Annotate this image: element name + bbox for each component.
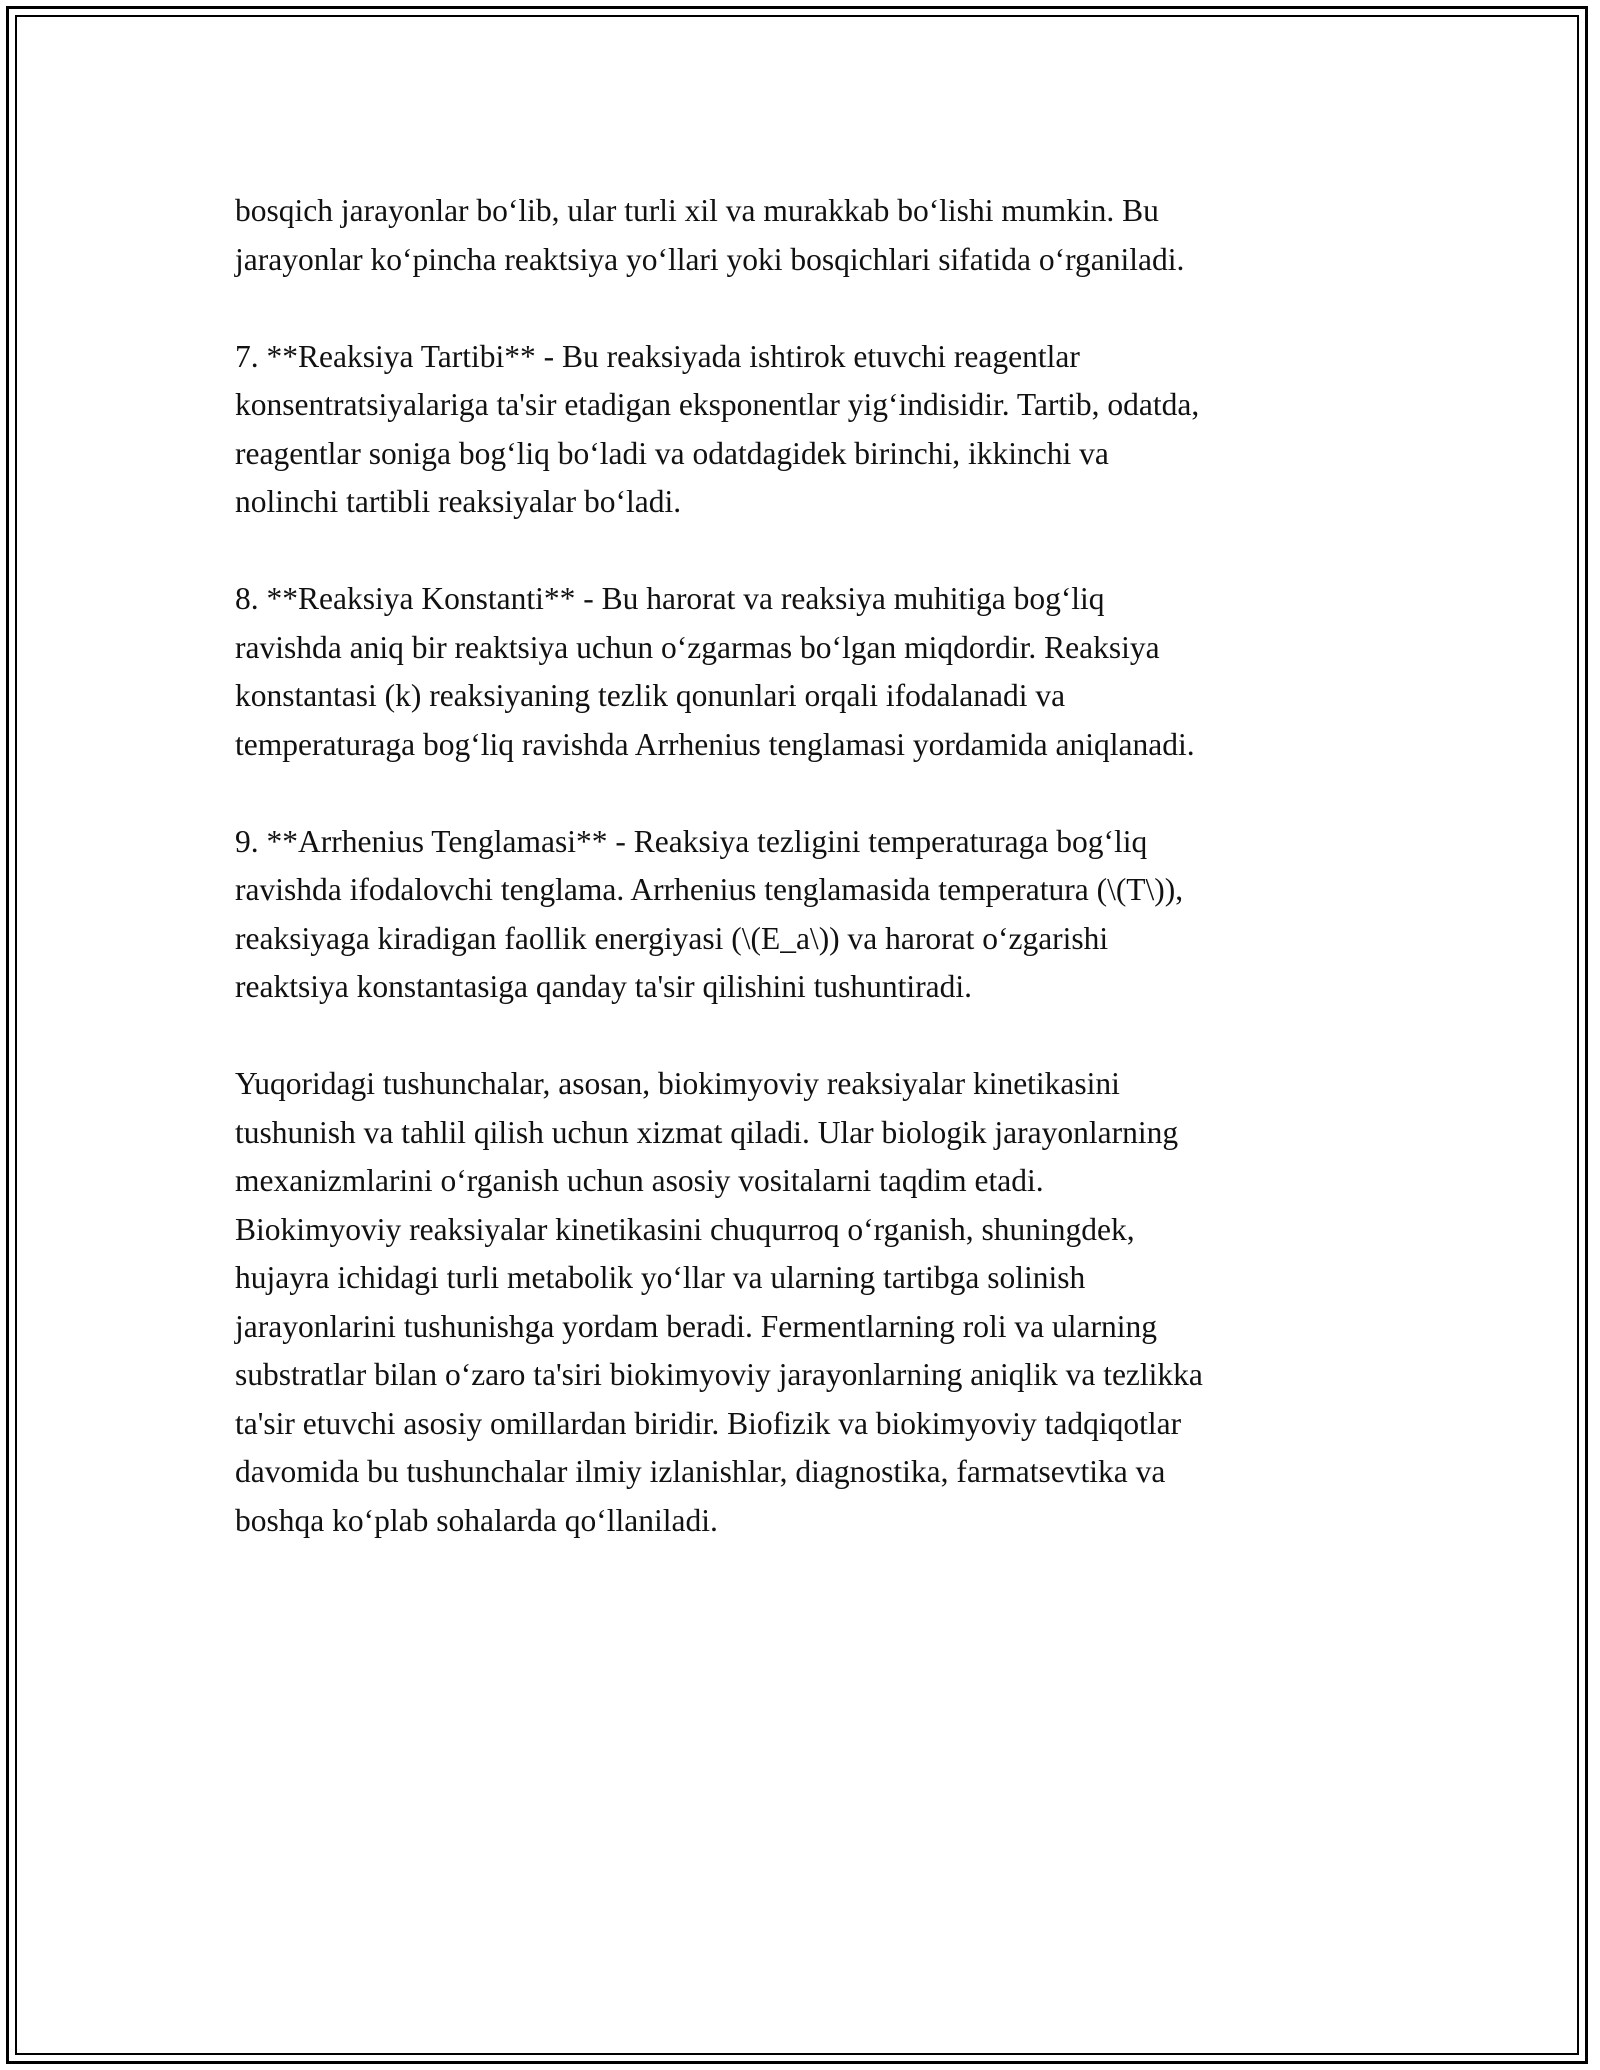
text-line: ta'sir etuvchi asosiy omillardan biridir. Biofizik va biokimyoviy tadqiqotlar	[235, 1405, 1182, 1441]
paragraph-continuation	[235, 187, 1375, 284]
text-line: tushunish va tahlil qilish uchun xizmat qiladi. Ular biologik jarayonlarning	[235, 1114, 1179, 1150]
paragraph-reaksiya-tartibi	[235, 333, 1375, 527]
text-line: davomida bu tushunchalar ilmiy izlanishlar, diagnostika, farmatsevtika va	[235, 1454, 1166, 1489]
text-line: konsentratsiyalariga ta'sir etadigan eksponentlar yig‘indisidir. Tartib, odatda,	[235, 387, 1200, 422]
text-line: reagentlar soniga bog‘liq bo‘ladi va odatdagidek birinchi, ikkinchi va	[235, 435, 1109, 471]
paragraph-arrhenius-tenglamasi	[235, 818, 1375, 1012]
text-line: jarayonlarini tushunishga yordam beradi. Fermentlarning roli va ularning	[235, 1308, 1158, 1344]
paragraph-reaksiya-konstanti	[235, 575, 1375, 769]
text-line: nolinchi tartibli reaksiyalar bo‘ladi.	[235, 484, 682, 519]
text-line: Yuqoridagi tushunchalar, asosan, biokimyoviy reaksiyalar kinetikasini	[235, 1066, 1120, 1101]
text-line: 8. **Reaksiya Konstanti** - Bu harorat va reaksiya muhitiga bog‘liq	[235, 581, 1105, 616]
document-body	[235, 187, 1375, 1594]
text-line: ravishda ifodalovchi tenglama. Arrhenius tenglamasida temperatura (\(T\)),	[235, 872, 1184, 907]
text-line: mexanizmlarini o‘rganish uchun asosiy vositalarni taqdim etadi.	[235, 1163, 1044, 1198]
text-line: reaksiyaga kiradigan faollik energiyasi (\(E_a\)) va harorat o‘zgarishi	[235, 920, 1109, 956]
text-line: jarayonlar ko‘pincha reaktsiya yo‘llari yoki bosqichlari sifatida o‘rganiladi.	[235, 241, 1185, 277]
paragraph-conclusion	[235, 1060, 1375, 1545]
text-line: boshqa ko‘plab sohalarda qo‘llaniladi.	[235, 1502, 718, 1538]
text-line: ravishda aniq bir reaktsiya uchun o‘zgarmas bo‘lgan miqdordir. Reaksiya	[235, 629, 1160, 665]
text-line: bosqich jarayonlar bo‘lib, ular turli xil va murakkab bo‘lishi mumkin. Bu	[235, 193, 1159, 228]
text-line: temperaturaga bog‘liq ravishda Arrhenius tenglamasi yordamida aniqlanadi.	[235, 726, 1195, 762]
text-line: reaktsiya konstantasiga qanday ta'sir qilishini tushuntiradi.	[235, 969, 973, 1004]
text-line: 9. **Arrhenius Tenglamasi** - Reaksiya tezligini temperaturaga bog‘liq	[235, 823, 1148, 859]
text-line: hujayra ichidagi turli metabolik yo‘llar va ularning tartibga solinish	[235, 1260, 1086, 1295]
text-line: konstantasi (k) reaksiyaning tezlik qonunlari orqali ifodalanadi va	[235, 678, 1066, 713]
text-line: substratlar bilan o‘zaro ta'siri biokimyoviy jarayonlarning aniqlik va tezlikka	[235, 1357, 1203, 1392]
text-line: 7. **Reaksiya Tartibi** - Bu reaksiyada ishtirok etuvchi reagentlar	[235, 338, 1080, 374]
text-line: Biokimyoviy reaksiyalar kinetikasini chuqurroq o‘rganish, shuningdek,	[235, 1211, 1135, 1247]
